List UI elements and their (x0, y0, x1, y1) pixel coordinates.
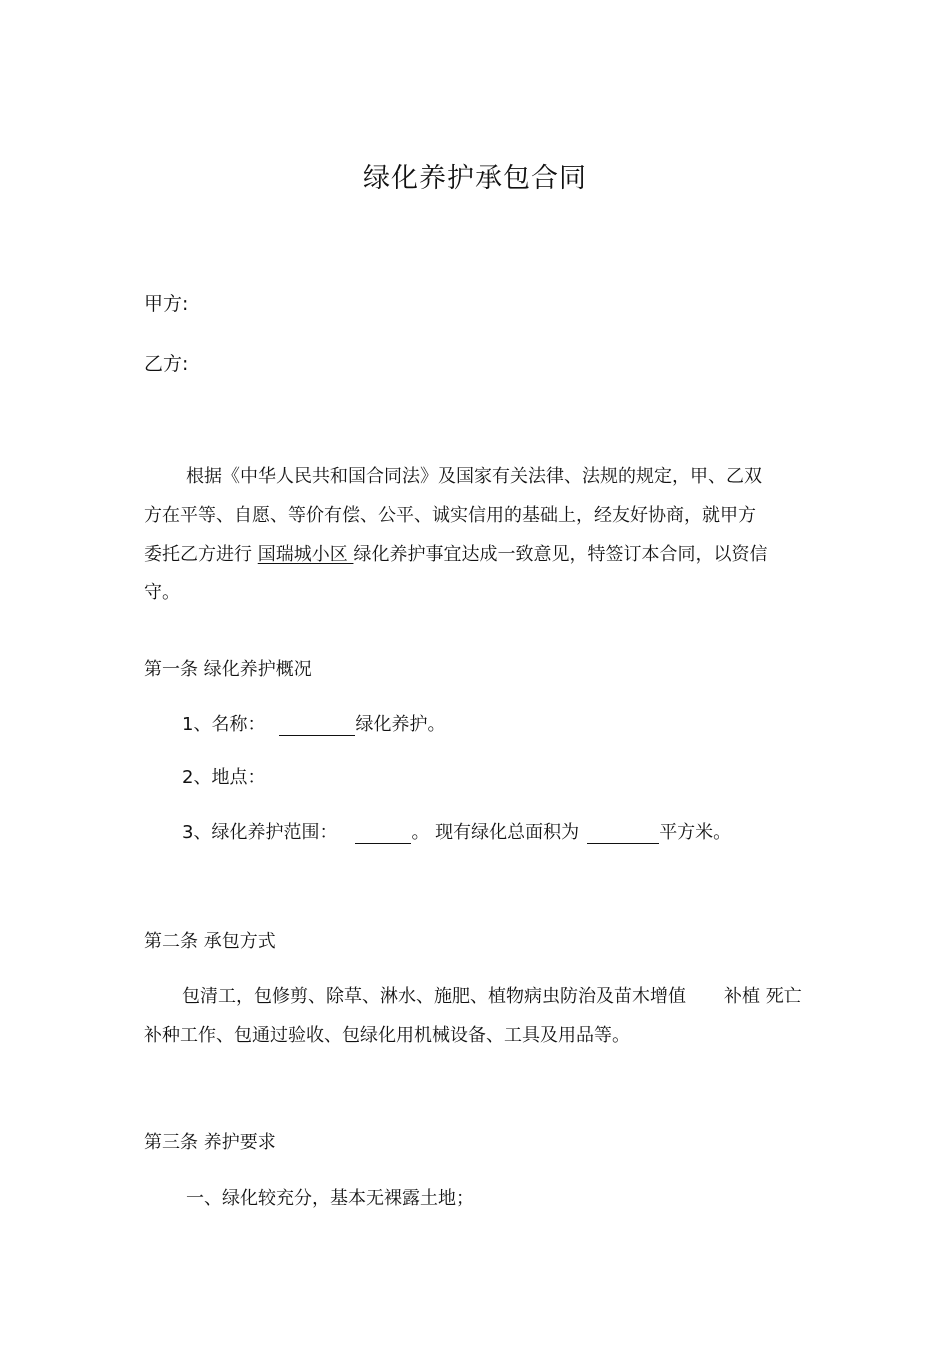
article-1-item-1 (182, 710, 445, 736)
item-3-mid: 。 现有绿化总面积为 (411, 822, 580, 843)
article-2-heading: 第二条 承包方式 (144, 931, 276, 952)
intro-line-3-before: 委托乙方进行 (144, 544, 258, 565)
article-3-heading: 第三条 养护要求 (144, 1132, 276, 1153)
item-3-suffix: 平方米。 (659, 822, 732, 843)
project-name: 国瑞城小区 (257, 544, 354, 565)
article-2-line-1a: 包清工，包修剪、除草、淋水、施肥、植物病虫防治及苗木增值 (182, 986, 686, 1007)
item-3-label: 3、绿化养护范围： (182, 822, 338, 843)
intro-line-1: 根据《中华人民共和国合同法》及国家有关法律、法规的规定，甲、乙双 (186, 466, 762, 487)
article-2-line-2: 补种工作、包通过验收、包绿化用机械设备、工具及用品等。 (144, 1025, 630, 1046)
intro-line-2: 方在平等、自愿、等价有偿、公平、诚实信用的基础上，经友好协商，就甲方 (144, 505, 756, 526)
party-a-label: 甲方: (144, 293, 189, 315)
document-title: 绿化养护承包合同 (363, 163, 587, 194)
area-blank-field[interactable] (587, 823, 659, 844)
intro-line-3-after: 绿化养护事宜达成一致意见，特签订本合同，以资信 (353, 544, 768, 565)
article-2-line-1b: 补植 死亡 (724, 986, 802, 1007)
article-1-heading: 第一条 绿化养护概况 (144, 659, 312, 680)
party-b-label: 乙方: (144, 353, 189, 375)
intro-line-3 (144, 540, 767, 566)
article-1-item-3 (182, 818, 731, 844)
item-1-suffix: 绿化养护。 (355, 714, 446, 735)
scope-blank-field[interactable] (355, 823, 411, 844)
article-1-item-2: 2、地点： (182, 767, 266, 788)
article-3-item-1: 一、绿化较充分，基本无裸露土地； (186, 1188, 474, 1209)
item-1-label: 1、名称： (182, 714, 266, 735)
intro-line-4: 守。 (144, 582, 180, 603)
name-blank-field[interactable] (279, 715, 355, 736)
